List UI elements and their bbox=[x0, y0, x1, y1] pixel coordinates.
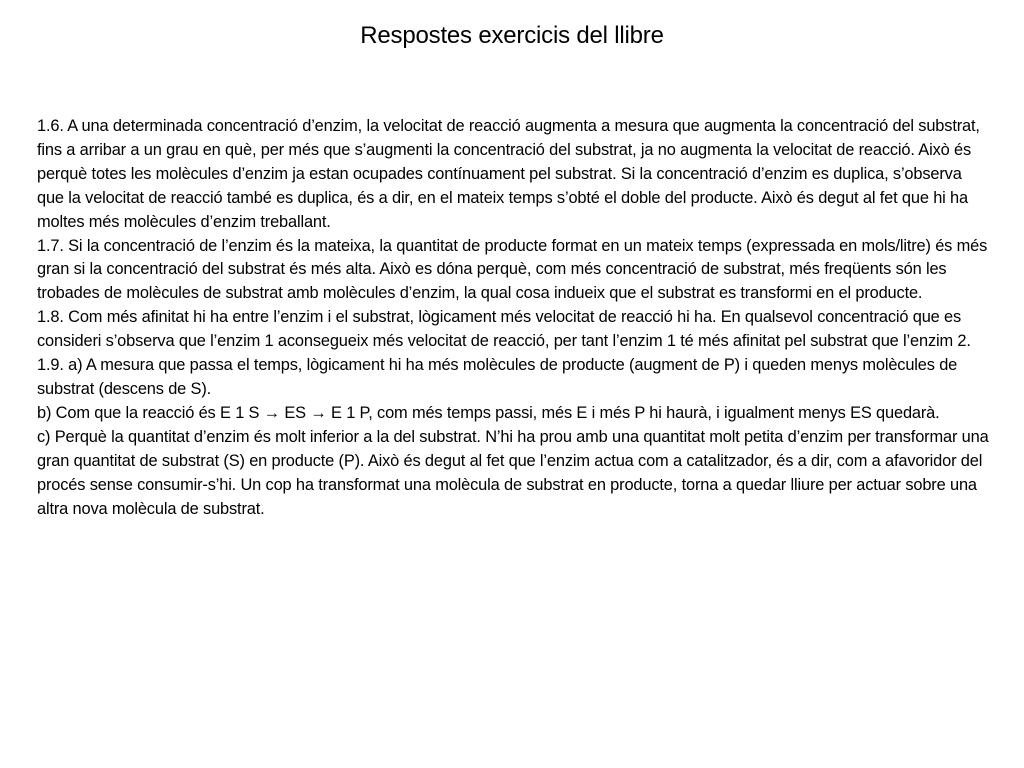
answers-body bbox=[37, 115, 992, 521]
slide-title: Respostes exercicis del llibre bbox=[360, 22, 664, 49]
answer-1-8: 1.8. Com més afinitat hi ha entre l’enzim i el substrat, lògicament més velocitat de reacció hi ha. En qualsevol concentració que es consideri s’observa que l’enzim 1 aconsegueix més velocitat de reacció, per tant l’enzim 1 té més afinitat pel substrat que l’enzim 2. bbox=[37, 308, 971, 351]
answer-1-7: 1.7. Si la concentració de l’enzim és la mateixa, la quantitat de producte format en un mateix temps (expressada en mols/litre) és més gran si la concentració del substrat és més alta. Això es dóna perquè, com més concentració de substrat, més freqüents són les trobades de molècules de substrat amb molècules d’enzim, la qual cosa indueix que el substrat es transformi en el producte. bbox=[37, 236, 988, 303]
answer-1-9-b: b) Com que la reacció és E 1 S → ES → E 1 P, com més temps passi, més E i més P hi haurà, i igualment menys ES quedarà. bbox=[37, 403, 940, 422]
answer-1-6: 1.6. A una determinada concentració d’enzim, la velocitat de reacció augmenta a mesura que augmenta la concentració del substrat, fins a arribar a un grau en què, per més que s’augmenti la concentració del substrat, ja no augmenta la velocitat de reacció. Això és perquè totes les molècules d’enzim ja estan ocupades contínuament pel substrat. Si la concentració d’enzim es duplica, s’observa que la velocitat de reacció també es duplica, és a dir, en el mateix temps s’obté el doble del producte. Això és degut al fet que hi ha moltes més molècules d’enzim treballant. bbox=[37, 117, 980, 231]
answer-1-9-a: 1.9. a) A mesura que passa el temps, lògicament hi ha més molècules de producte (augment de P) i queden menys molècules de substrat (descens de S). bbox=[37, 356, 958, 398]
answer-1-9-c: c) Perquè la quantitat d’enzim és molt inferior a la del substrat. N’hi ha prou amb una quantitat molt petita d’enzim per transformar una gran quantitat de substrat (S) en producte (P). Això és degut al fet que l’enzim actua com a catalitzador, és a dir, com a afavoridor del procés sense consumir-s’hi. Un cop ha transformat una molècula de substrat en producte, torna a quedar lliure per actuar sobre una altra nova molècula de substrat. bbox=[37, 427, 989, 518]
